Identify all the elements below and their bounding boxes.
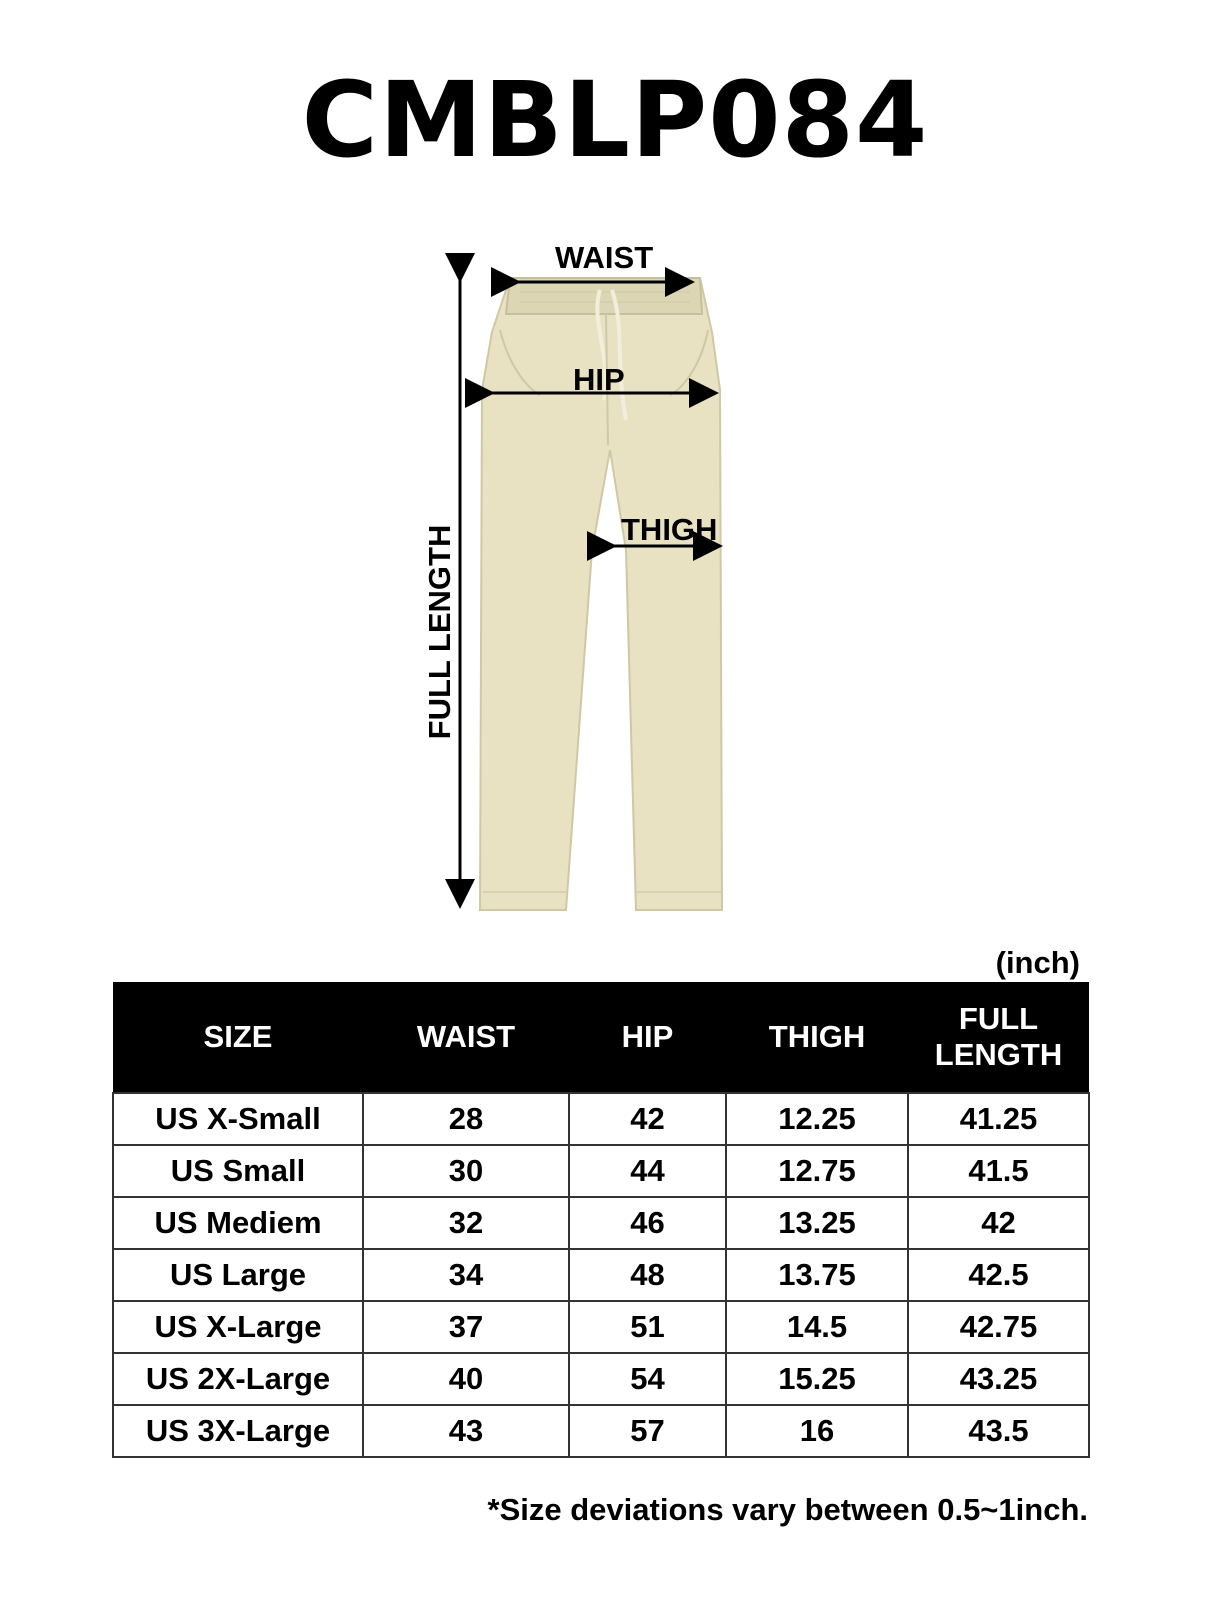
table-cell: 32 bbox=[363, 1197, 569, 1249]
table-cell: 46 bbox=[569, 1197, 726, 1249]
table-cell: 51 bbox=[569, 1301, 726, 1353]
table-cell: 42.75 bbox=[908, 1301, 1089, 1353]
product-code-title: CMBLP084 bbox=[301, 59, 929, 181]
unit-note: (inch) bbox=[995, 945, 1080, 980]
table-cell: 34 bbox=[363, 1249, 569, 1301]
table-cell: 41.25 bbox=[908, 1093, 1089, 1145]
table-cell: US 3X-Large bbox=[113, 1405, 363, 1457]
table-cell: 12.75 bbox=[726, 1145, 908, 1197]
table-cell: 13.75 bbox=[726, 1249, 908, 1301]
table-cell: 16 bbox=[726, 1405, 908, 1457]
table-cell: 14.5 bbox=[726, 1301, 908, 1353]
table-cell: 37 bbox=[363, 1301, 569, 1353]
table-cell: US Large bbox=[113, 1249, 363, 1301]
table-cell: 43.25 bbox=[908, 1353, 1089, 1405]
table-cell: US Small bbox=[113, 1145, 363, 1197]
table-row bbox=[113, 1197, 1089, 1249]
waist-label: WAIST bbox=[555, 240, 654, 275]
table-cell: 30 bbox=[363, 1145, 569, 1197]
table-cell: 28 bbox=[363, 1093, 569, 1145]
table-cell: 41.5 bbox=[908, 1145, 1089, 1197]
table-row bbox=[113, 1353, 1089, 1405]
table-cell: 48 bbox=[569, 1249, 726, 1301]
header-size: SIZE bbox=[113, 982, 363, 1093]
full-length-label: FULL LENGTH bbox=[422, 524, 457, 740]
table-cell: US 2X-Large bbox=[113, 1353, 363, 1405]
table-row bbox=[113, 1249, 1089, 1301]
pants-measurement-diagram bbox=[0, 220, 1230, 940]
size-chart-table bbox=[112, 982, 1090, 1458]
table-cell: 44 bbox=[569, 1145, 726, 1197]
table-cell: 12.25 bbox=[726, 1093, 908, 1145]
table-cell: 42 bbox=[908, 1197, 1089, 1249]
header-full-length: FULL LENGTH bbox=[908, 982, 1089, 1093]
table-cell: 13.25 bbox=[726, 1197, 908, 1249]
table-cell: US Mediem bbox=[113, 1197, 363, 1249]
header-waist: WAIST bbox=[363, 982, 569, 1093]
hip-label: HIP bbox=[573, 362, 625, 397]
size-deviation-note: *Size deviations vary between 0.5~1inch. bbox=[487, 1492, 1088, 1527]
table-cell: US X-Large bbox=[113, 1301, 363, 1353]
header-hip: HIP bbox=[569, 982, 726, 1093]
table-cell: 15.25 bbox=[726, 1353, 908, 1405]
table-row bbox=[113, 1405, 1089, 1457]
header-thigh: THIGH bbox=[726, 982, 908, 1093]
pants-illustration bbox=[0, 220, 1230, 940]
table-row bbox=[113, 1145, 1089, 1197]
table-row bbox=[113, 1093, 1089, 1145]
table-cell: 43 bbox=[363, 1405, 569, 1457]
table-cell: 57 bbox=[569, 1405, 726, 1457]
thigh-label: THIGH bbox=[621, 512, 718, 547]
table-cell: 43.5 bbox=[908, 1405, 1089, 1457]
table-row bbox=[113, 1301, 1089, 1353]
table-cell: 54 bbox=[569, 1353, 726, 1405]
table-cell: 42 bbox=[569, 1093, 726, 1145]
table-header-row bbox=[113, 982, 1089, 1093]
table-cell: 40 bbox=[363, 1353, 569, 1405]
table-cell: US X-Small bbox=[113, 1093, 363, 1145]
table-cell: 42.5 bbox=[908, 1249, 1089, 1301]
